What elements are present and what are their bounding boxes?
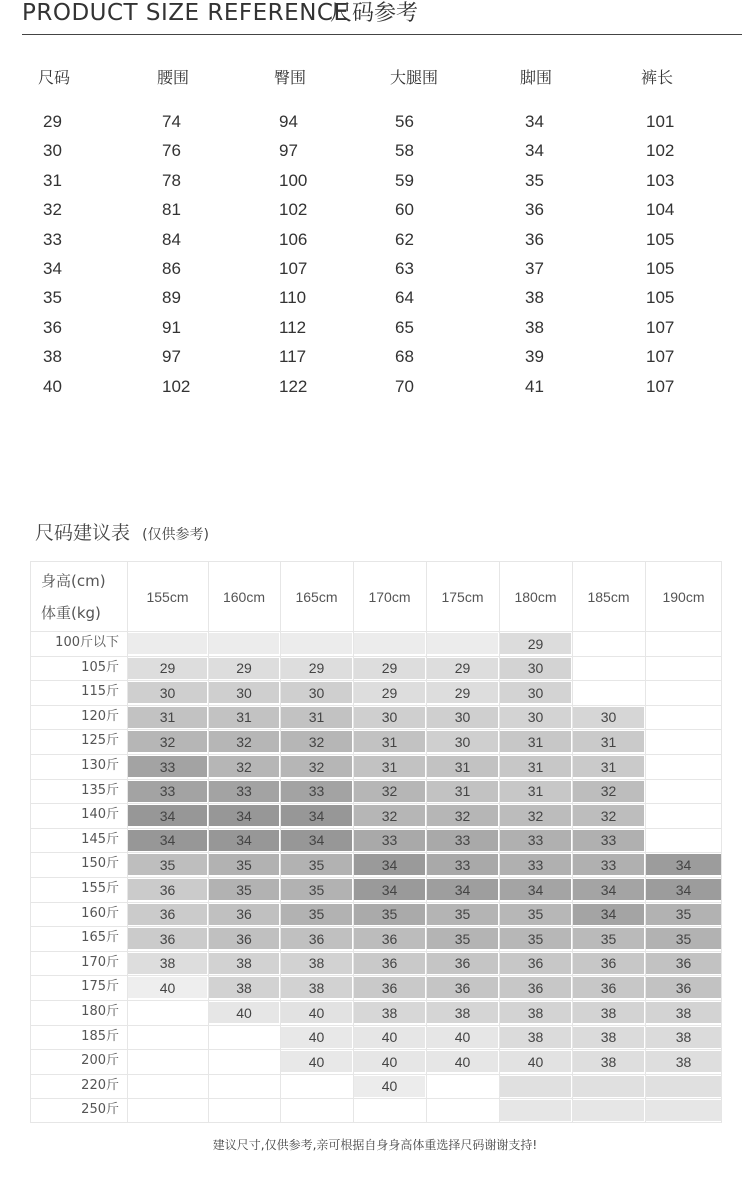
size-cell: 38 <box>500 1002 571 1023</box>
size-cell <box>354 1100 425 1121</box>
size-table-header <box>0 65 750 91</box>
size-cell <box>209 1076 279 1097</box>
grid-divider <box>31 754 721 755</box>
size-cell <box>500 1076 571 1097</box>
size-table-cell: 33 <box>43 229 62 249</box>
size-cell: 31 <box>573 756 644 777</box>
corner-weight-label: 体重(kg) <box>41 604 101 622</box>
size-cell <box>573 658 644 679</box>
size-cell: 31 <box>427 781 498 802</box>
size-cell: 34 <box>354 854 425 875</box>
size-cell <box>209 1100 279 1121</box>
size-cell: 38 <box>573 1002 644 1023</box>
weight-row-header: 115斤 <box>81 684 119 700</box>
height-column-header: 165cm <box>295 588 338 605</box>
size-cell: 34 <box>209 830 279 851</box>
grid-divider <box>31 631 721 632</box>
size-cell: 36 <box>500 977 571 998</box>
size-cell: 34 <box>646 879 721 900</box>
size-cell <box>573 682 644 703</box>
size-cell: 35 <box>646 904 721 925</box>
size-cell: 33 <box>427 830 498 851</box>
size-cell: 32 <box>209 756 279 777</box>
size-cell: 33 <box>500 830 571 851</box>
size-cell <box>500 1100 571 1121</box>
size-cell: 35 <box>354 904 425 925</box>
size-cell: 29 <box>427 682 498 703</box>
title-en: PRODUCT SIZE REFERENCE <box>22 0 349 26</box>
size-cell: 38 <box>573 1027 644 1048</box>
size-cell: 32 <box>281 756 352 777</box>
size-cell: 35 <box>500 904 571 925</box>
size-cell <box>128 1100 207 1121</box>
size-cell: 29 <box>427 658 498 679</box>
size-table-row <box>0 141 750 167</box>
size-cell: 31 <box>354 731 425 752</box>
size-table-cell: 32 <box>43 200 62 220</box>
size-cell: 32 <box>354 805 425 826</box>
size-cell <box>646 756 721 777</box>
weight-row-header: 120斤 <box>81 708 119 724</box>
size-cell <box>128 1027 207 1048</box>
size-cell: 36 <box>128 879 207 900</box>
size-cell: 36 <box>646 953 721 974</box>
size-table-cell: 34 <box>43 259 62 278</box>
size-table-cell: 36 <box>525 229 544 249</box>
size-table-cell: 101 <box>646 112 675 131</box>
size-cell: 34 <box>646 854 721 875</box>
weight-row-header: 165斤 <box>81 930 119 946</box>
size-cell: 30 <box>500 707 571 728</box>
grid-divider <box>31 926 721 927</box>
size-cell: 31 <box>500 781 571 802</box>
size-table-cell: 39 <box>525 347 544 367</box>
weight-row-header: 200斤 <box>81 1053 119 1069</box>
size-cell: 34 <box>128 805 207 826</box>
grid-divider <box>31 1025 721 1026</box>
size-cell <box>427 1076 498 1097</box>
size-cell: 32 <box>128 731 207 752</box>
size-cell: 29 <box>209 658 279 679</box>
size-cell <box>646 658 721 679</box>
size-cell <box>209 633 279 654</box>
size-cell: 33 <box>500 854 571 875</box>
size-cell: 30 <box>573 707 644 728</box>
corner-header <box>31 562 128 631</box>
grid-divider <box>31 877 721 878</box>
size-cell: 36 <box>281 928 352 949</box>
weight-row-header: 125斤 <box>81 733 119 749</box>
size-cell: 35 <box>209 854 279 875</box>
size-cell <box>128 1002 207 1023</box>
size-table-cell: 68 <box>395 347 414 367</box>
size-table-cell: 84 <box>162 229 181 249</box>
size-table-cell: 91 <box>162 317 181 337</box>
size-cell: 33 <box>209 781 279 802</box>
size-table-cell: 102 <box>162 376 191 396</box>
size-cell: 38 <box>500 1027 571 1048</box>
size-cell: 40 <box>209 1002 279 1023</box>
grid-divider <box>31 729 721 730</box>
size-cell <box>128 633 207 654</box>
size-cell: 35 <box>646 928 721 949</box>
size-cell: 31 <box>281 707 352 728</box>
size-cell <box>128 1076 207 1097</box>
size-table-cell: 106 <box>279 229 308 249</box>
size-cell: 36 <box>354 953 425 974</box>
title-cn: 尺码参考 <box>330 1 419 26</box>
grid-divider <box>31 705 721 706</box>
size-cell: 34 <box>281 805 352 826</box>
size-table-column-header: 腰围 <box>157 68 190 87</box>
weight-row-header: 145斤 <box>81 831 119 847</box>
grid-divider <box>31 803 721 804</box>
size-cell: 33 <box>427 854 498 875</box>
size-cell: 35 <box>573 928 644 949</box>
size-cell: 36 <box>354 977 425 998</box>
size-cell: 35 <box>209 879 279 900</box>
size-cell: 31 <box>427 756 498 777</box>
grid-divider <box>31 852 721 853</box>
grid-divider <box>31 902 721 903</box>
size-cell <box>646 1100 721 1121</box>
size-cell: 36 <box>354 928 425 949</box>
weight-row-header: 170斤 <box>81 954 119 970</box>
size-table-cell: 35 <box>43 288 62 308</box>
size-cell: 34 <box>354 879 425 900</box>
size-cell: 36 <box>646 977 721 998</box>
size-table-cell: 35 <box>525 170 544 190</box>
size-cell: 33 <box>128 756 207 777</box>
size-cell: 40 <box>128 977 207 998</box>
size-cell: 30 <box>281 682 352 703</box>
weight-row-header: 105斤 <box>81 659 119 675</box>
size-cell: 40 <box>281 1027 352 1048</box>
footer-note: 建议尺寸,仅供参考,亲可根据自身身高体重选择尺码谢谢支持! <box>212 1138 538 1152</box>
size-cell: 38 <box>281 953 352 974</box>
size-cell: 38 <box>573 1051 644 1072</box>
size-table-cell: 70 <box>395 376 414 396</box>
size-cell: 35 <box>500 928 571 949</box>
size-table-cell: 86 <box>162 259 181 278</box>
size-cell: 38 <box>646 1027 721 1048</box>
size-cell: 34 <box>128 830 207 851</box>
size-cell: 32 <box>209 731 279 752</box>
size-cell: 40 <box>354 1051 425 1072</box>
weight-row-header: 140斤 <box>81 807 119 823</box>
grid-divider <box>31 656 721 657</box>
size-cell <box>281 1100 352 1121</box>
size-cell: 34 <box>281 830 352 851</box>
size-table-cell: 117 <box>279 347 307 367</box>
size-cell: 38 <box>281 977 352 998</box>
size-table-cell: 65 <box>395 317 414 337</box>
size-table-cell: 62 <box>395 229 414 249</box>
size-cell: 30 <box>427 731 498 752</box>
size-cell: 33 <box>354 830 425 851</box>
size-cell <box>646 707 721 728</box>
size-table-cell: 37 <box>525 259 544 278</box>
size-cell: 34 <box>500 879 571 900</box>
size-table-cell: 38 <box>525 288 544 308</box>
size-table-column-header: 大腿围 <box>390 68 439 87</box>
size-cell: 36 <box>427 977 498 998</box>
size-cell: 32 <box>281 731 352 752</box>
size-cell: 40 <box>500 1051 571 1072</box>
size-cell: 29 <box>128 658 207 679</box>
size-cell <box>646 805 721 826</box>
grid-divider <box>31 779 721 780</box>
size-cell: 38 <box>209 953 279 974</box>
size-table-cell: 107 <box>646 347 675 367</box>
size-table-cell: 110 <box>279 288 307 308</box>
grid-divider <box>31 1098 721 1099</box>
size-table-cell: 100 <box>279 170 308 190</box>
recommendation-title-text: 尺码建议表 <box>35 522 131 544</box>
size-cell: 32 <box>427 805 498 826</box>
size-cell: 31 <box>500 731 571 752</box>
size-cell: 36 <box>209 928 279 949</box>
height-column-header: 155cm <box>146 588 189 605</box>
size-cell: 32 <box>500 805 571 826</box>
size-table-row <box>0 259 750 285</box>
weight-row-header: 175斤 <box>81 979 119 995</box>
size-cell: 40 <box>427 1051 498 1072</box>
size-table-cell: 59 <box>395 170 414 190</box>
size-table-row <box>0 112 750 138</box>
size-table-cell: 64 <box>395 288 414 308</box>
weight-row-header: 220斤 <box>81 1077 119 1093</box>
size-cell: 33 <box>281 781 352 802</box>
height-column-header: 185cm <box>587 588 630 605</box>
weight-row-header: 185斤 <box>81 1028 119 1044</box>
size-table-cell: 58 <box>395 141 414 161</box>
size-cell: 36 <box>427 953 498 974</box>
size-cell: 36 <box>128 928 207 949</box>
size-cell <box>646 781 721 802</box>
size-cell: 36 <box>573 977 644 998</box>
size-table-cell: 102 <box>279 200 308 220</box>
size-table-cell: 31 <box>43 170 62 190</box>
size-table-cell: 94 <box>279 112 298 131</box>
size-cell: 32 <box>354 781 425 802</box>
size-cell <box>354 633 425 654</box>
size-table-cell: 38 <box>525 317 544 337</box>
size-cell <box>281 633 352 654</box>
size-cell <box>646 1076 721 1097</box>
size-recommendation-grid <box>30 561 722 1123</box>
size-table-column-header: 臀围 <box>274 68 307 87</box>
height-column-header: 170cm <box>368 588 411 605</box>
size-cell: 38 <box>128 953 207 974</box>
size-cell: 29 <box>354 658 425 679</box>
size-table-cell: 56 <box>395 112 414 131</box>
size-cell: 35 <box>128 854 207 875</box>
size-cell: 40 <box>354 1076 425 1097</box>
size-cell <box>573 633 644 654</box>
size-cell: 35 <box>281 904 352 925</box>
weight-row-header: 180斤 <box>81 1004 119 1019</box>
grid-divider <box>31 951 721 952</box>
size-cell: 30 <box>500 682 571 703</box>
size-cell: 31 <box>128 707 207 728</box>
height-column-header: 190cm <box>662 588 705 605</box>
grid-divider <box>31 828 721 829</box>
size-table-cell: 29 <box>43 112 62 131</box>
size-table-cell: 107 <box>279 259 308 278</box>
size-cell: 30 <box>354 707 425 728</box>
size-table-column-header: 脚围 <box>520 68 553 87</box>
height-column-header: 180cm <box>514 588 557 605</box>
size-table-cell: 97 <box>279 141 298 161</box>
weight-row-header: 160斤 <box>81 905 119 921</box>
size-cell: 35 <box>427 904 498 925</box>
size-cell: 29 <box>281 658 352 679</box>
size-table-cell: 105 <box>646 288 675 308</box>
size-cell: 38 <box>646 1051 721 1072</box>
size-cell: 30 <box>427 707 498 728</box>
size-cell <box>209 1027 279 1048</box>
size-cell <box>646 731 721 752</box>
size-cell: 31 <box>209 707 279 728</box>
size-table-cell: 74 <box>162 112 181 131</box>
size-table-cell: 60 <box>395 200 414 220</box>
size-table-row <box>0 318 750 344</box>
grid-divider <box>31 975 721 976</box>
size-table-cell: 104 <box>646 200 675 220</box>
size-table-cell: 81 <box>162 200 181 220</box>
grid-divider <box>31 1074 721 1075</box>
size-table-cell: 102 <box>646 141 675 161</box>
size-table-cell: 107 <box>646 376 675 396</box>
size-table-cell: 97 <box>162 347 181 367</box>
height-column-header: 175cm <box>441 588 484 605</box>
weight-row-header: 135斤 <box>81 782 119 798</box>
size-table-row <box>0 230 750 256</box>
size-cell <box>128 1051 207 1072</box>
size-cell: 38 <box>209 977 279 998</box>
corner-height-label: 身高(cm) <box>41 572 106 590</box>
size-cell <box>646 682 721 703</box>
size-table-cell: 63 <box>395 259 414 278</box>
size-table-cell: 122 <box>279 376 308 396</box>
size-table-row <box>0 377 750 403</box>
size-table-cell: 105 <box>646 229 675 249</box>
size-cell <box>281 1076 352 1097</box>
size-cell: 30 <box>209 682 279 703</box>
size-cell <box>573 1076 644 1097</box>
size-cell: 30 <box>128 682 207 703</box>
size-table-row <box>0 288 750 314</box>
size-cell: 38 <box>354 1002 425 1023</box>
size-cell: 34 <box>209 805 279 826</box>
weight-row-header: 130斤 <box>81 758 119 773</box>
size-table-cell: 103 <box>646 170 675 190</box>
size-cell: 40 <box>281 1051 352 1072</box>
size-cell: 31 <box>573 731 644 752</box>
size-cell: 34 <box>427 879 498 900</box>
size-cell <box>573 1100 644 1121</box>
size-cell: 36 <box>500 953 571 974</box>
grid-divider <box>31 1000 721 1001</box>
size-table-column-header: 裤长 <box>641 68 674 87</box>
size-cell <box>427 633 498 654</box>
size-cell: 38 <box>427 1002 498 1023</box>
size-table-cell: 40 <box>43 376 62 396</box>
size-table-cell: 112 <box>279 317 307 337</box>
size-table-cell: 89 <box>162 288 181 308</box>
size-cell: 40 <box>354 1027 425 1048</box>
size-table-cell: 41 <box>525 376 544 396</box>
size-cell: 36 <box>573 953 644 974</box>
size-cell: 31 <box>500 756 571 777</box>
size-table-cell: 36 <box>43 317 62 337</box>
size-cell: 35 <box>427 928 498 949</box>
size-table-cell: 38 <box>43 347 62 367</box>
size-table-cell: 107 <box>646 317 675 337</box>
size-cell: 29 <box>354 682 425 703</box>
size-cell: 30 <box>500 658 571 679</box>
size-cell: 34 <box>573 879 644 900</box>
size-cell: 33 <box>573 854 644 875</box>
size-cell: 35 <box>281 854 352 875</box>
size-table-cell: 36 <box>525 200 544 220</box>
recommendation-title <box>35 518 209 545</box>
size-table-column-header: 尺码 <box>38 68 71 87</box>
size-table-row <box>0 200 750 226</box>
size-cell: 38 <box>646 1002 721 1023</box>
size-table-row <box>0 171 750 197</box>
weight-row-header: 150斤 <box>81 856 119 872</box>
size-table-cell: 105 <box>646 259 675 278</box>
size-cell: 33 <box>573 830 644 851</box>
weight-row-header: 155斤 <box>81 881 119 896</box>
weight-row-header: 100斤以下 <box>55 635 119 650</box>
size-table-row <box>0 347 750 373</box>
size-cell: 33 <box>128 781 207 802</box>
size-cell: 40 <box>281 1002 352 1023</box>
size-cell: 31 <box>354 756 425 777</box>
size-table-cell: 78 <box>162 170 181 190</box>
size-cell: 36 <box>209 904 279 925</box>
size-table-cell: 76 <box>162 141 181 161</box>
weight-row-header: 250斤 <box>81 1102 119 1118</box>
size-cell: 36 <box>128 904 207 925</box>
recommendation-subtitle: (仅供参考) <box>142 527 209 543</box>
size-cell: 40 <box>427 1027 498 1048</box>
height-column-header: 160cm <box>222 588 266 605</box>
grid-divider <box>31 680 721 681</box>
size-cell <box>646 633 721 654</box>
size-cell: 32 <box>573 805 644 826</box>
size-cell <box>209 1051 279 1072</box>
size-cell: 32 <box>573 781 644 802</box>
size-cell <box>427 1100 498 1121</box>
size-cell: 29 <box>500 633 571 654</box>
grid-divider <box>31 1049 721 1050</box>
size-cell <box>646 830 721 851</box>
size-table-cell: 34 <box>525 112 544 131</box>
page-header <box>22 0 742 35</box>
size-table-cell: 30 <box>43 141 62 161</box>
size-cell: 35 <box>281 879 352 900</box>
size-cell: 34 <box>573 904 644 925</box>
size-table-cell: 34 <box>525 141 544 161</box>
